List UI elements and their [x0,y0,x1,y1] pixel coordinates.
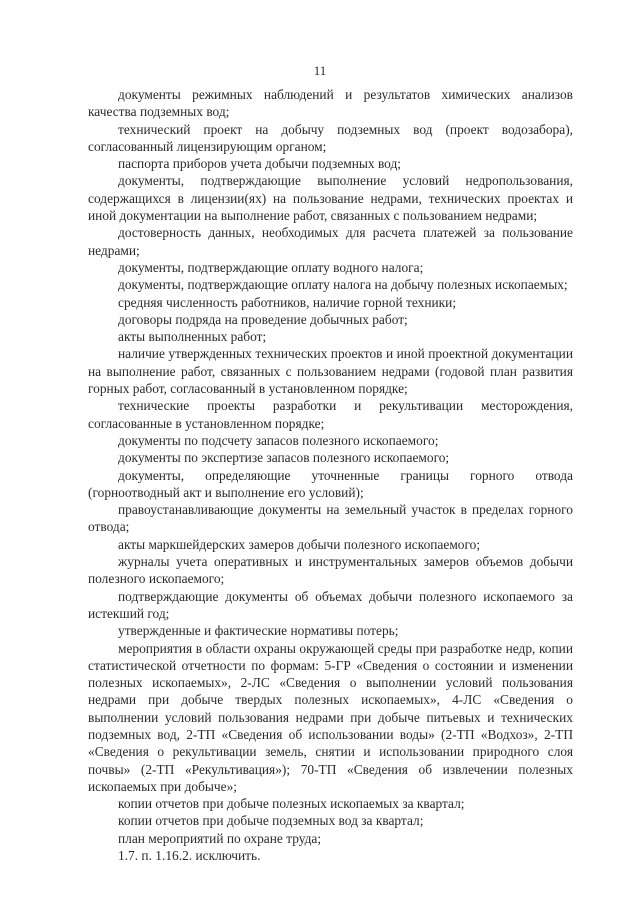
paragraph: документы, подтверждающие оплату водного налога; [118,259,424,275]
paragraph: технические проекты разработки и рекультивации месторождения, согласованные в установленном порядке; [88,398,573,431]
paragraph: технический проект на добычу подземных вод (проект водозабора), согласованный лицензирующим органом; [88,121,573,154]
page-number: 11 [313,63,327,78]
paragraph: достоверность данных, необходимых для расчета платежей за пользование недрами; [88,225,573,258]
paragraph: акты выполненных работ; [118,329,267,345]
paragraph: акты маркшейдерских замеров добычи полезного ископаемого; [118,536,481,552]
paragraph: договоры подряда на проведение добычных работ; [118,311,408,327]
paragraph: документы по подсчету запасов полезного ископаемого; [118,432,439,448]
paragraph: копии отчетов при добыче полезных ископаемых за квартал; [118,796,465,812]
paragraph: мероприятия в области охраны окружающей среды при разработке недр, копии статистической отчетности по формам: 5-ГР «Сведения о состоянии и изменении полезных ископаемых», 2-ЛС «Сведения о выполнении условий пользования недрами при добыче твердых полезных ископаемых», 4-ЛС «Сведения о выполнении условий пользования недрами при добыче питьевых и технических подземных вод, 2-ТП «Сведения об использовании воды» (2-ТП «Водхоз», 2-ТП «Сведения о рекультивации земель, снятии и использовании природного слоя почвы» (2-ТП «Рекультивация»); 70-ТП «Сведения об извлечении полезных ископаемых при добыче»; [88,640,573,794]
paragraph: копии отчетов при добыче подземных вод за квартал; [118,813,424,829]
paragraph: 1.7. п. 1.16.2. исключить. [118,848,261,864]
document-body [88,86,573,864]
paragraph: наличие утвержденных технических проектов и иной проектной документации на выполнение работ, связанных с пользованием недрами (годовой план развития горных работ, согласованный в установленном порядке; [88,346,573,397]
paragraph: журналы учета оперативных и инструментальных замеров объемов добычи полезного ископаемого; [88,554,573,587]
paragraph: правоустанавливающие документы на земельный участок в пределах горного отвода; [88,502,573,535]
paragraph: документы, подтверждающие выполнение условий недропользования, содержащихся в лицензии(ях) на пользование недрами, технических проектах и иной документации на выполнение работ, связанных с пользованием недрами; [88,173,573,224]
paragraph: документы по экспертизе запасов полезного ископаемого; [118,450,450,466]
paragraph: утвержденные и фактические нормативы потерь; [118,623,399,639]
paragraph: план мероприятий по охране труда; [118,830,322,846]
paragraph: документы, подтверждающие оплату налога на добычу полезных ископаемых; [118,277,568,293]
paragraph: паспорта приборов учета добычи подземных вод; [118,156,402,172]
paragraph: документы, определяющие уточненные границы горного отвода (горноотводный акт и выполнение его условий); [88,467,573,500]
paragraph: средняя численность работников, наличие горной техники; [118,294,457,310]
paragraph: подтверждающие документы об объемах добычи полезного ископаемого за истекший год; [88,588,573,621]
paragraph: документы режимных наблюдений и результатов химических анализов качества подземных вод; [88,87,573,120]
